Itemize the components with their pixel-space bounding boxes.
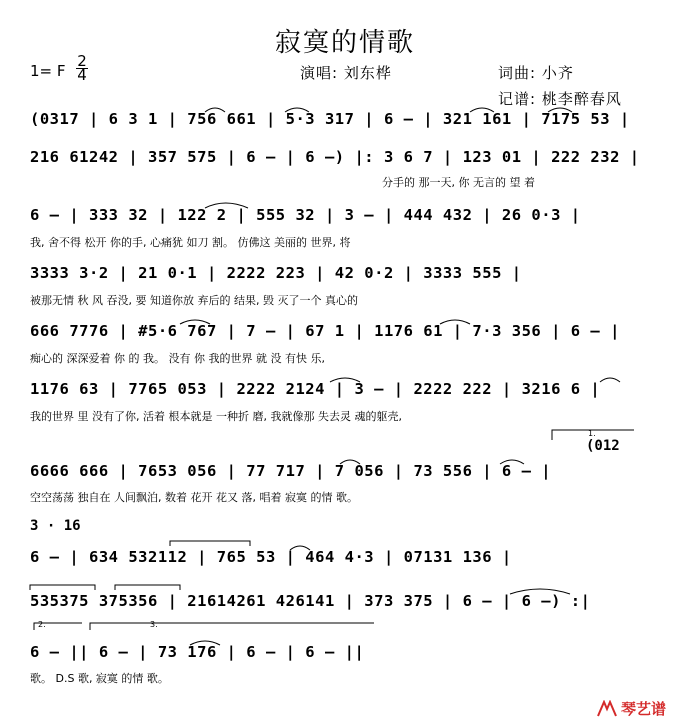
lyric-row-4: 被那无情 秋 风 吞没, 要 知道你放 弃后的 结果, 毁 灭了一个 真心的 xyxy=(30,294,358,307)
lyric-row-2: 分手的 那一天, 你 无言的 望 着 xyxy=(382,176,535,189)
song-title: 寂寞的情歌 xyxy=(275,28,416,58)
score-row-3: 6 – | 333 32 | 122 2 | 555 32 | 3 – | 444 432 | 26 0·3 | xyxy=(30,206,581,224)
triplet-bracket xyxy=(30,585,95,590)
key-signature: 1= F xyxy=(30,62,66,80)
time-signature-top: 2 xyxy=(77,52,87,70)
triplet-bracket xyxy=(170,541,250,546)
score-row-9: 535375 375356 | 21614261 426141 | 373 375 | 6 – | 6 –) :| xyxy=(30,592,591,610)
volta-2-mark: 2. xyxy=(38,620,46,629)
logo-text: 琴艺谱 xyxy=(621,700,667,718)
time-signature xyxy=(76,52,88,84)
transcriber-credit: 记谱: 桃李醉春风 xyxy=(498,90,622,108)
lyric-row-3: 我, 舍不得 松开 你的手, 心痛犹 如刀 割。 仿佛这 美丽的 世界, 将 xyxy=(30,236,351,249)
score-row-7: 6666 666 | 7653 056 | 77 717 | 7 056 | 73 556 | 6 – | xyxy=(30,462,552,480)
score-row-5: 666 7776 | #5·6 767 | 7 – | 67 1 | 1176 61 | 7·3 356 | 6 – | xyxy=(30,322,620,340)
score-row-6: 1176 63 | 7765 053 | 2222 2124 | 3 – | 2222 222 | 3216 6 | xyxy=(30,380,601,398)
site-logo xyxy=(596,698,666,719)
slur xyxy=(600,378,620,382)
lyricist-credit: 词曲: 小齐 xyxy=(498,64,574,82)
score-row-4: 3333 3·2 | 21 0·1 | 2222 223 | 42 0·2 | 3333 555 | xyxy=(30,264,522,282)
volta-3-mark: 3. xyxy=(150,620,158,629)
singer-credit: 演唱: 刘东桦 xyxy=(300,64,392,82)
time-signature-bottom: 4 xyxy=(77,66,87,84)
volta-3-bracket xyxy=(90,623,374,630)
lyric-row-7: 空空荡荡 独自在 人间飘泊, 数着 花开 花又 落, 唱着 寂寞 的情 歌。 xyxy=(30,491,358,504)
score-row-2: 216 61242 | 357 575 | 6 – | 6 –) |: 3 6 7 | 123 01 | 222 232 | xyxy=(30,148,640,166)
first-ending-notes: (012 xyxy=(586,438,620,454)
score-row-8: 6 – | 634 532112 | 765 53 | 464 4·3 | 07131 136 | xyxy=(30,548,512,566)
score-row-10: 6 – || 6 – | 73 176 | 6 – | 6 – || xyxy=(30,643,365,661)
score-row-1: (0317 | 6 3 1 | 756 661 | 5·3 317 | 6 – | 321 161 | 7175 53 | xyxy=(30,110,630,128)
second-ending-notes: 3 · 16 xyxy=(30,518,81,534)
logo-mark-icon xyxy=(596,700,618,718)
triplet-bracket xyxy=(115,585,180,590)
volta-1-mark: 1. xyxy=(588,429,596,438)
lyric-row-5: 痴心的 深深爱着 你 的 我。 没有 你 我的世界 就 没 有快 乐, xyxy=(30,352,325,365)
lyric-row-6: 我的世界 里 没有了你, 活着 根本就是 一种折 磨, 我就像那 失去灵 魂的躯壳, xyxy=(30,410,402,423)
lyric-row-10: 歌。 D.S 歌, 寂寞 的情 歌。 xyxy=(30,672,169,685)
